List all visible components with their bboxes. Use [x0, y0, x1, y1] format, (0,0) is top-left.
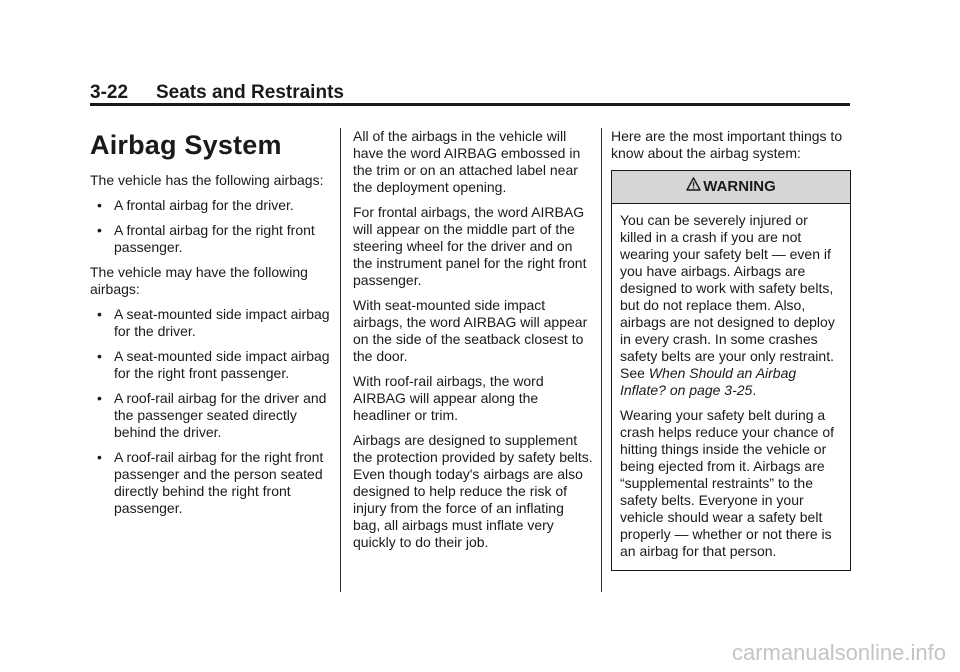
airbag-list-standard: [90, 197, 330, 256]
warning-paragraph: Wearing your safety belt during a crash helps reduce your chance of hitting things inside the vehicle or being ejected from it. Airbags are “supplemental restraints” to the safety belts. Everyone in your vehicle should wear a safety belt properly — whether or not there is an airbag for that person.: [620, 407, 835, 559]
warning-header: [612, 171, 850, 204]
list-item: [90, 222, 330, 256]
list-item-text: A seat-mounted side impact airbag for the driver.: [114, 306, 330, 339]
page-number: 3-22: [90, 82, 129, 103]
bullet-icon: •: [97, 222, 102, 238]
list-item: [90, 197, 330, 214]
bullet-icon: •: [97, 390, 102, 406]
warning-paragraph: [620, 212, 842, 399]
list-item-text: A roof-rail airbag for the right front passenger and the person seated directly behind the right front passenger.: [114, 449, 324, 516]
bullet-icon: •: [97, 306, 102, 322]
list-item: [90, 449, 330, 517]
column-1: [90, 128, 330, 525]
list-item: [90, 348, 330, 382]
intro-paragraph-2: The vehicle may have the following airbags:: [90, 264, 308, 297]
column-divider: [601, 128, 602, 592]
cross-reference-link[interactable]: When Should an Airbag Inflate? on page 3-25: [620, 365, 797, 398]
list-item-text: A frontal airbag for the driver.: [114, 197, 294, 213]
airbag-list-optional: [90, 306, 330, 517]
body-paragraph: With roof-rail airbags, the word AIRBAG will appear along the headliner or trim.: [353, 373, 544, 423]
list-item-text: A seat-mounted side impact airbag for the right front passenger.: [114, 348, 330, 381]
body-paragraph: With seat-mounted side impact airbags, the word AIRBAG will appear on the side of the seatback closest to the door.: [353, 297, 588, 364]
body-paragraph: All of the airbags in the vehicle will have the word AIRBAG embossed in the trim or on an attached label near the deployment opening.: [353, 128, 581, 195]
list-item-text: A roof-rail airbag for the driver and the passenger seated directly behind the driver.: [114, 390, 327, 440]
body-paragraph: Airbags are designed to supplement the protection provided by safety belts. Even though today's airbags are also designed to help reduce the risk of injury from the force of an inflating bag, all airbags must inflate very quickly to do their job.: [353, 432, 593, 550]
header-rule: [90, 103, 850, 106]
page-title: Airbag System: [90, 130, 282, 160]
list-item-text: A frontal airbag for the right front passenger.: [114, 222, 315, 255]
bullet-icon: •: [97, 197, 102, 213]
bullet-icon: •: [97, 348, 102, 364]
column-3: [611, 128, 851, 571]
page-header: [90, 82, 850, 104]
warning-body: [612, 204, 850, 570]
list-item: [90, 306, 330, 340]
intro-paragraph: The vehicle has the following airbags:: [90, 172, 324, 188]
intro-paragraph: Here are the most important things to know about the airbag system:: [611, 128, 843, 161]
column-2: [353, 128, 593, 559]
bullet-icon: •: [97, 449, 102, 465]
section-title: Seats and Restraints: [156, 82, 344, 103]
body-paragraph: For frontal airbags, the word AIRBAG will appear on the middle part of the steering wheel for the driver and on the instrument panel for the right front passenger.: [353, 204, 587, 288]
warning-text-end: .: [752, 382, 757, 398]
watermark: carmanualsonline.info: [731, 640, 946, 665]
list-item: [90, 390, 330, 441]
column-divider: [340, 128, 341, 592]
warning-triangle-icon: [686, 171, 701, 203]
warning-box: [611, 170, 851, 571]
warning-label: WARNING: [703, 178, 776, 195]
warning-text: You can be severely injured or killed in a crash if you are not wearing your safety belt — even if you have airbags. Airbags are designed to work with safety belts, but do not replace them. Also, airbags are not designed to deploy in every crash. In some crashes safety belts are your only restraint. See: [620, 212, 835, 381]
